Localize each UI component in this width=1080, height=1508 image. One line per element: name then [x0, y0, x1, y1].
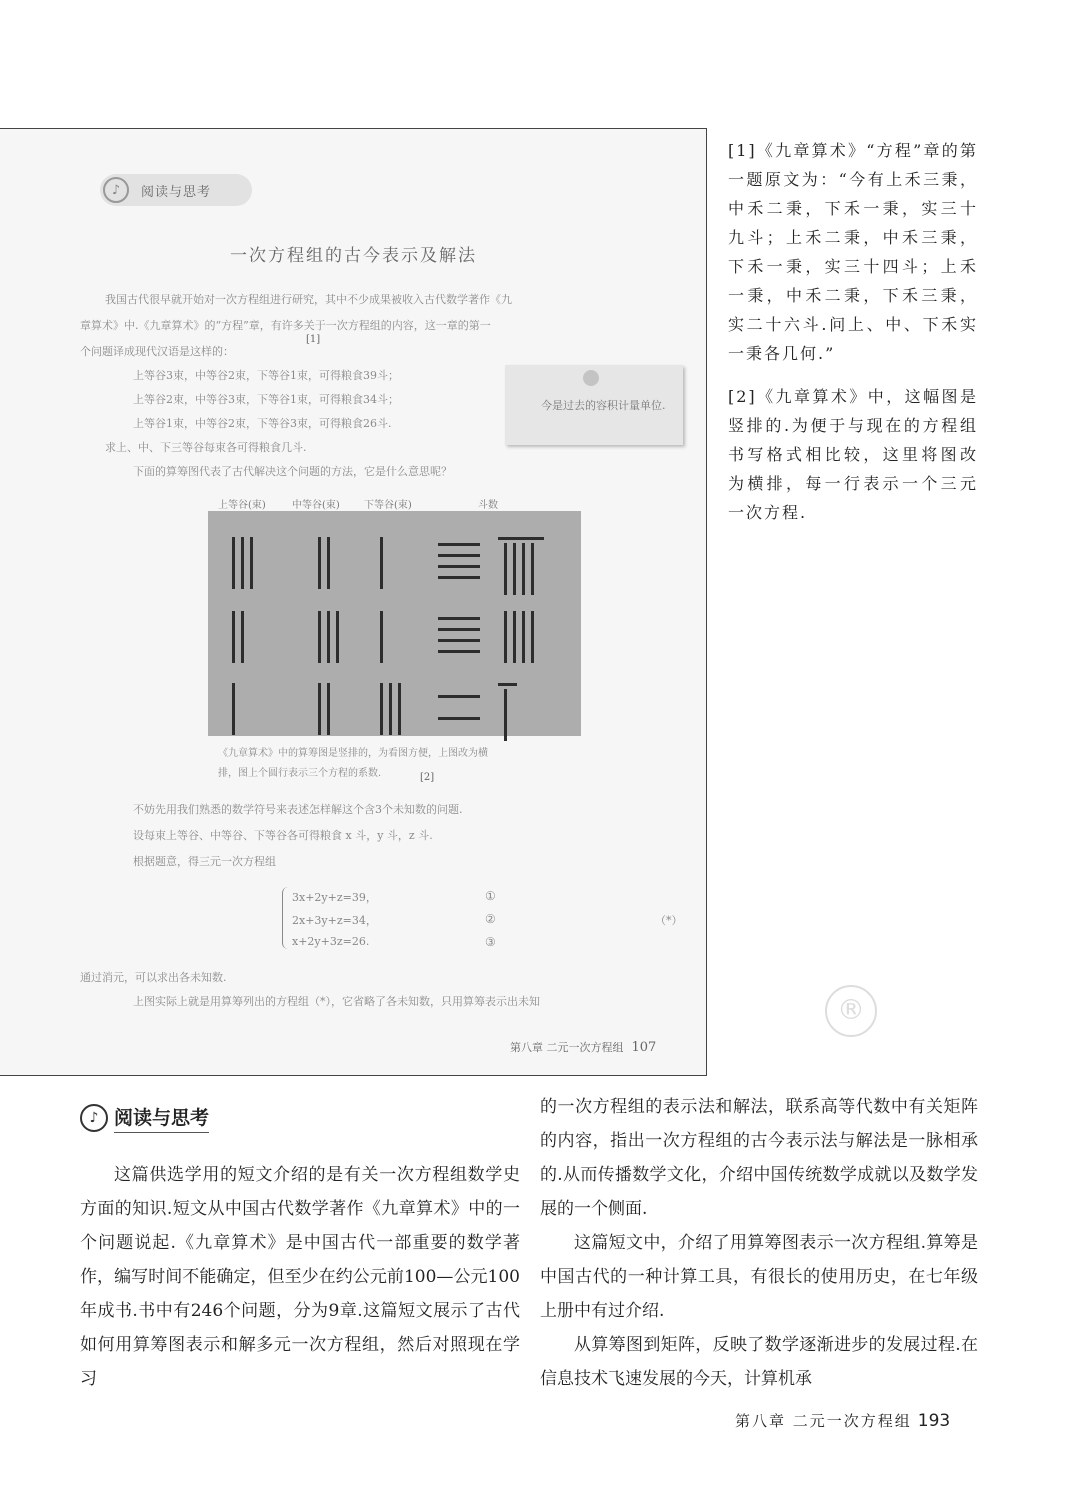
- rod-bar: [498, 683, 517, 686]
- rod-bar: [318, 537, 321, 589]
- section-paragraph: 的一次方程组的表示法和解法，联系高等代数中有关矩阵的内容，指出一次方程组的古今表示法与解法是一脉相承的.从而传播数学文化，介绍中国传统数学成就以及数学发展的一个侧面.: [540, 1097, 978, 1219]
- section-heading: [80, 1098, 209, 1138]
- section-right-column: [540, 1090, 978, 1396]
- pin-icon: [583, 370, 599, 386]
- inset-after-line: 根据题意，得三元一次方程组: [133, 855, 276, 868]
- rod-bar: [438, 543, 480, 546]
- inset-intro-line: 章算术》中.《九章算术》的“方程”章，有许多关于一次方程组的内容，这一章的第一: [80, 319, 491, 332]
- rod-bar: [241, 611, 244, 663]
- inset-sticky-note: [505, 365, 683, 445]
- page-number: 193: [917, 1411, 951, 1431]
- caption-line: 排，图上个圆行表示三个方程的系数.: [218, 768, 382, 779]
- rod-bar: [380, 683, 383, 735]
- rod-bar: [389, 683, 392, 735]
- rod-bar: [498, 537, 544, 540]
- rod-bar: [250, 537, 253, 589]
- rod-bar: [438, 639, 480, 642]
- rod-column-header: 下等谷(束): [364, 500, 412, 511]
- inset-footer: [510, 1039, 656, 1055]
- inset-closing-line: 通过消元，可以求出各未知数.: [80, 971, 227, 984]
- inset-ref-2: [2]: [420, 772, 435, 783]
- rod-bar: [504, 543, 507, 595]
- inset-section-badge: [100, 174, 252, 206]
- inset-intro-line: 个问题译成现代汉语是这样的：: [80, 345, 234, 358]
- rod-bar: [438, 576, 480, 579]
- rod-bar: [318, 683, 321, 735]
- rod-column-header: 上等谷(束): [218, 500, 266, 511]
- rod-bar: [522, 543, 525, 595]
- inset-closing-line: 上图实际上就是用算筹列出的方程组（*），它省略了各未知数，只用算筹表示出未知: [133, 995, 540, 1008]
- rod-bar: [318, 611, 321, 663]
- section-paragraph: 这篇供选学用的短文介绍的是有关一次方程组数学史方面的知识.短文从中国古代数学著作《九章算术》中的一个问题说起.《九章算术》是中国古代一部重要的数学著作，编写时间不能确定，但至少在约公元前100—公元100年成书.书中有246个问题，分为9章.这篇短文展示了古代如何用算筹图表示和解多元一次方程组，然后对照现在学习: [80, 1165, 520, 1389]
- rod-bar: [380, 611, 383, 663]
- rod-bar: [327, 683, 330, 735]
- rod-bar: [327, 537, 330, 589]
- rod-bar: [522, 611, 525, 663]
- registered-mark-icon: ®: [825, 985, 877, 1037]
- rod-bar: [241, 537, 244, 589]
- caption-line: 《九章算术》中的算筹图是竖排的，为看图方便，上图改为横: [218, 748, 488, 759]
- sticky-note-text: 今是过去的容积计量单位.: [541, 399, 666, 412]
- counting-rod-diagram: [208, 511, 581, 736]
- inset-problem-line: 上等谷2束，中等谷3束，下等谷1束，可得粮食34斗；: [133, 393, 399, 406]
- rod-diagram-caption: [218, 744, 488, 784]
- rod-bar: [232, 683, 235, 735]
- section-title: 阅读与思考: [114, 1103, 209, 1133]
- inset-problem-line: 上等谷3束，中等谷2束，下等谷1束，可得粮食39斗；: [133, 369, 399, 382]
- rod-bar: [438, 717, 480, 720]
- inset-intro-line: 我国古代很早就开始对一次方程组进行研究，其中不少成果被收入古代数学著作《九: [105, 293, 512, 306]
- inset-footer-chapter: 第八章 二元一次方程组: [510, 1041, 624, 1054]
- textbook-inset-page: [0, 128, 707, 1076]
- equation-text: x+2y+3z=26.: [292, 935, 370, 948]
- reading-icon: ♪: [80, 1104, 108, 1132]
- section-left-column: [80, 1158, 520, 1396]
- reading-icon: ♪: [103, 177, 129, 203]
- equation-text: 3x+2y+z=39，: [292, 891, 377, 904]
- inset-rod-question: 下面的算筹图代表了古代解决这个问题的方法，它是什么意思呢？: [133, 465, 452, 478]
- inset-title: 一次方程组的古今表示及解法: [230, 246, 477, 266]
- section-paragraph: 这篇短文中，介绍了用算筹图表示一次方程组.算筹是中国古代的一种计算工具，有很长的使用历史，在七年级上册中有过介绍.: [540, 1233, 978, 1321]
- inset-problem-line: 上等谷1束，中等谷2束，下等谷3束，可得粮食26斗.: [133, 417, 392, 430]
- inset-footer-page: 107: [631, 1040, 657, 1055]
- rod-bar: [438, 628, 480, 631]
- rod-bar: [232, 537, 235, 589]
- rod-column-header: 斗数: [478, 500, 498, 511]
- rod-bar: [513, 611, 516, 663]
- system-label: （*）: [655, 914, 683, 927]
- rod-bar: [438, 554, 480, 557]
- rod-bar: [513, 543, 516, 595]
- rod-bar: [531, 543, 534, 595]
- equation-number: ①: [485, 889, 496, 903]
- rod-column-header: 中等谷(束): [292, 500, 340, 511]
- rod-bar: [327, 611, 330, 663]
- inset-badge-label: 阅读与思考: [141, 184, 212, 200]
- rod-bar: [531, 611, 534, 663]
- section-paragraph: 从算筹图到矩阵，反映了数学逐渐进步的发展过程.在信息技术飞速发展的今天，计算机承: [540, 1335, 978, 1389]
- footer-chapter: 第八章 二元一次方程组: [735, 1412, 912, 1430]
- inset-after-line: 设每束上等谷、中等谷、下等谷各可得粮食 x 斗，y 斗，z 斗.: [133, 829, 433, 842]
- rod-bar: [438, 617, 480, 620]
- inset-after-line: 不妨先用我们熟悉的数学符号来表述怎样解这个含3个未知数的问题.: [133, 803, 463, 816]
- rod-bar: [336, 611, 339, 663]
- inset-ref-1: [1]: [306, 334, 321, 345]
- inset-problem-line: 求上、中、下三等谷每束各可得粮食几斗.: [105, 441, 307, 454]
- equation-number: ③: [485, 935, 496, 949]
- rod-bar: [232, 611, 235, 663]
- rod-bar: [438, 565, 480, 568]
- side-note-2: [2]《九章算术》中，这幅图是竖排的.为便于与现在的方程组书写格式相比较，这里将图改为横排，每一行表示一个三元一次方程.: [728, 387, 978, 522]
- rod-bar: [438, 695, 480, 698]
- rod-bar: [438, 650, 480, 653]
- equation-number: ②: [485, 912, 496, 926]
- rod-bar: [504, 689, 507, 741]
- page-footer: [735, 1410, 950, 1431]
- side-note-1: [1]《九章算术》“方程”章的第一题原文为：“今有上禾三秉，中禾二秉，下禾一秉，实三十九斗；上禾二秉，中禾三秉，下禾一秉，实三十四斗；上禾一秉，中禾二秉，下禾三秉，实二十六斗.问上、中、下禾实一秉各几何.”: [728, 141, 978, 363]
- equation-brace: [282, 887, 291, 949]
- rod-bar: [398, 683, 401, 735]
- rod-bar: [504, 611, 507, 663]
- equation-text: 2x+3y+z=34，: [292, 914, 377, 927]
- rod-bar: [380, 537, 383, 589]
